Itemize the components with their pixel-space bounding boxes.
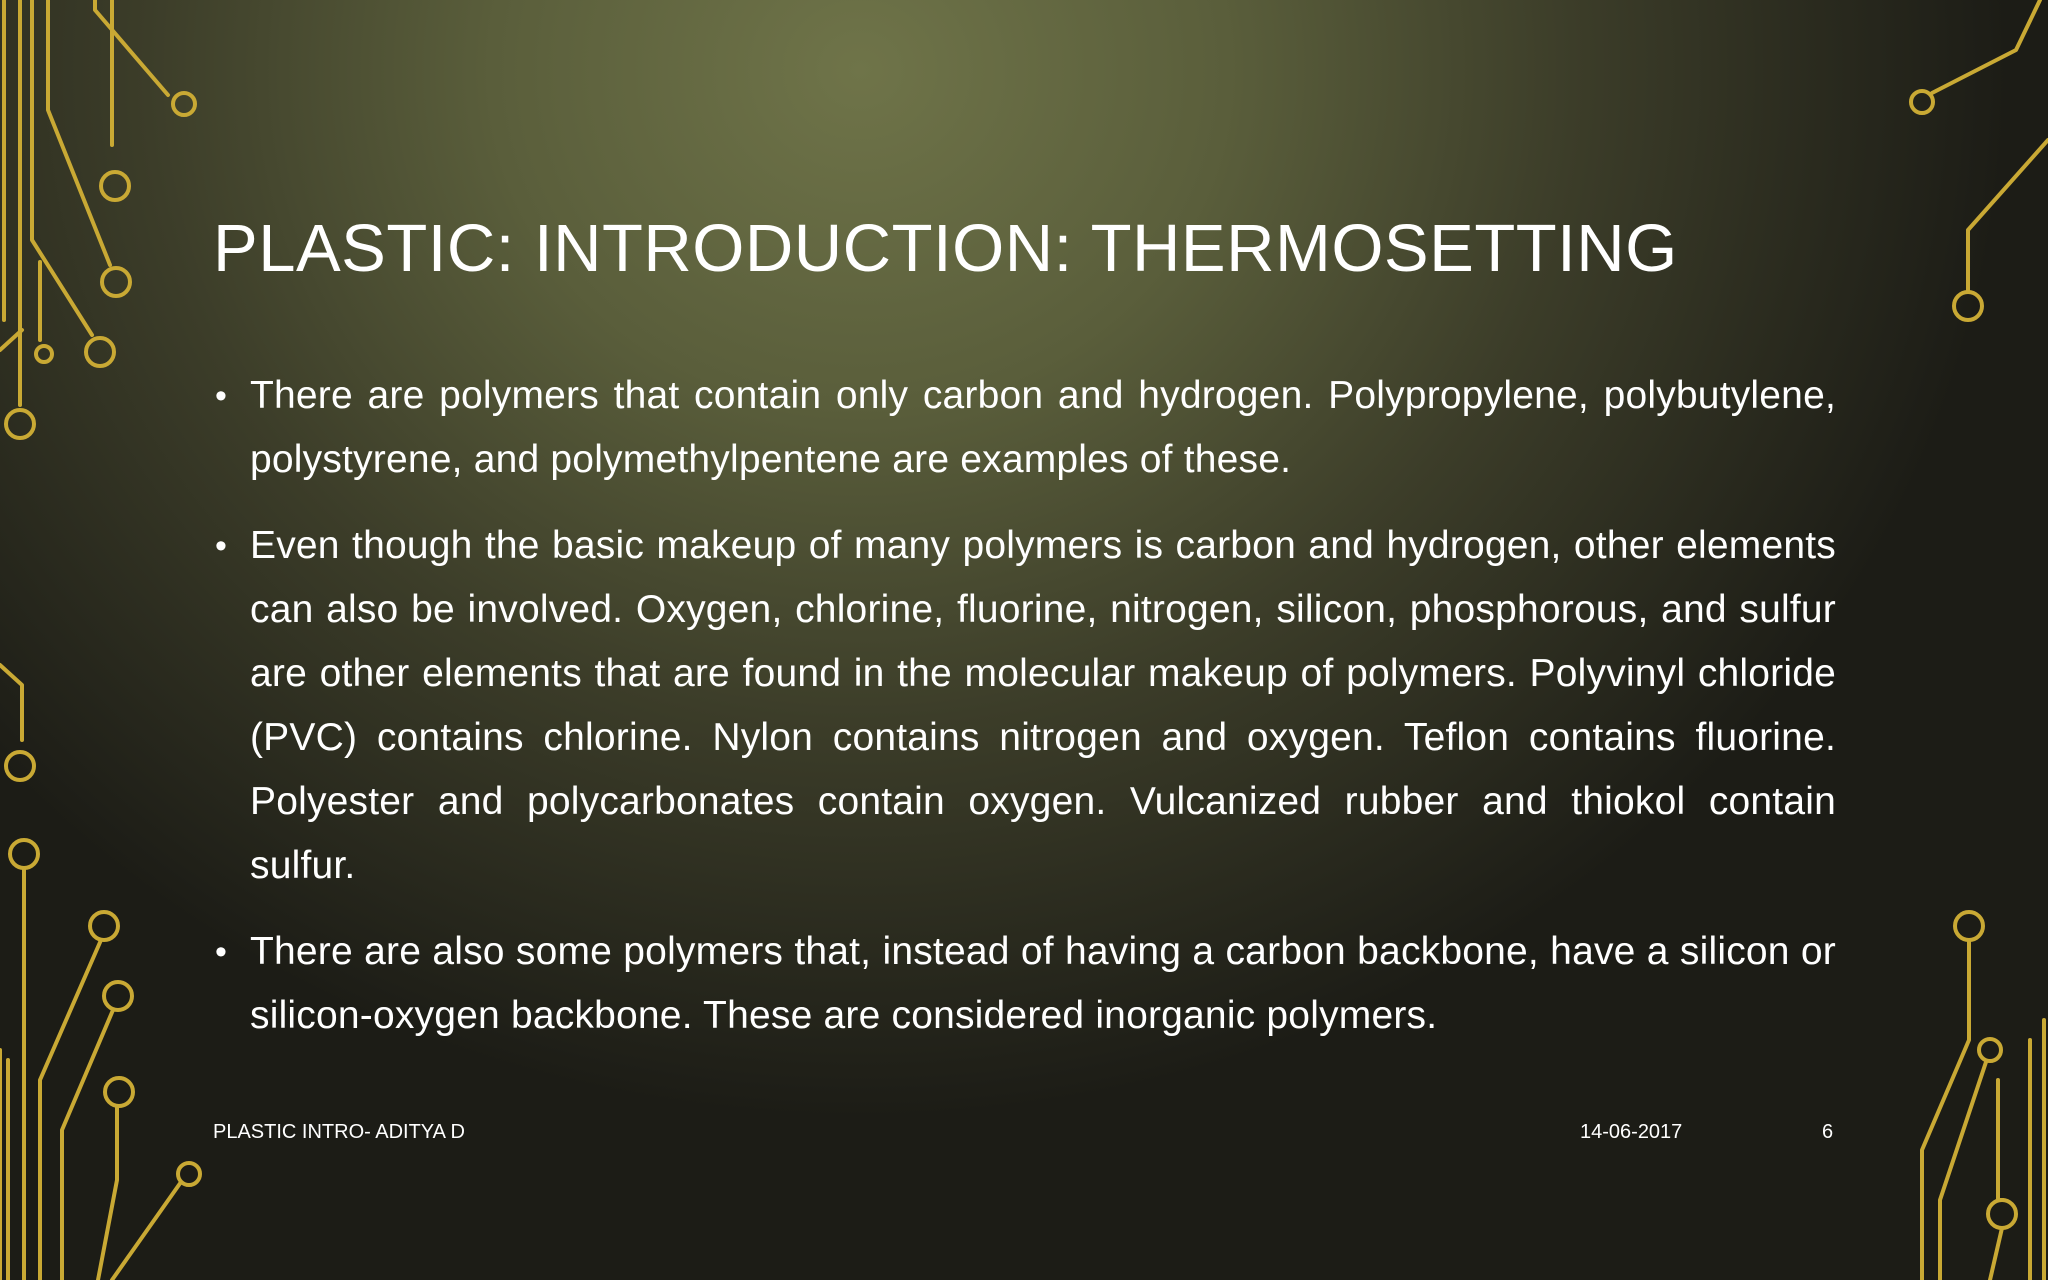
circuit-trace [1998, 1080, 2003, 1200]
bullet-marker: • [215, 527, 228, 565]
circuit-node [10, 840, 38, 868]
circuit-node [1988, 1200, 2016, 1228]
bullet-item [215, 364, 1836, 492]
bullet-marker: • [215, 933, 228, 971]
circuit-node [1911, 91, 1933, 113]
circuit-trace [98, 1106, 117, 1280]
bullet-item [215, 514, 1836, 898]
bullet-text: Even though the basic makeup of many polymers is carbon and hydrogen, other elements can also be involved. Oxygen, chlorine, fluorine, nitrogen, silicon, phosphorous, and sulfur are other elements that are found in the molecular makeup of polymers. Polyvinyl chloride (PVC) contains chlorine. Nylon contains nitrogen and oxygen. Teflon contains fluorine. Polyester and polycarbonates contain oxygen. Vulcanized rubber and thiokol contain sulfur. [250, 524, 1836, 887]
circuit-node [173, 93, 195, 115]
circuit-node [101, 172, 129, 200]
circuit-node [104, 982, 132, 1010]
footer-author: PLASTIC INTRO- ADITYA D [213, 1121, 465, 1143]
circuit-trace [1922, 940, 1969, 1280]
circuit-trace [1990, 1228, 2002, 1280]
slide-title: PLASTIC: INTRODUCTION: THERMOSETTING [213, 211, 1678, 286]
circuit-node [86, 338, 114, 366]
circuit-trace [112, 1182, 181, 1280]
page-number: 6 [1822, 1121, 1834, 1143]
circuit-node [6, 410, 34, 438]
circuit-node [1979, 1039, 2001, 1061]
bullet-marker: • [215, 377, 228, 415]
circuit-node [36, 346, 52, 362]
circuit-node [105, 1078, 133, 1106]
circuit-node [102, 268, 130, 296]
circuit-trace [1932, 0, 2040, 93]
circuit-node [1954, 292, 1982, 320]
circuit-trace [1968, 140, 2048, 292]
circuit-node [90, 912, 118, 940]
footer-date: 14-06-2017 [1580, 1121, 1683, 1143]
circuit-node [1955, 912, 1983, 940]
circuit-trace [48, 0, 110, 265]
bullet-item [215, 920, 1836, 1048]
bullet-text: There are also some polymers that, instead of having a carbon backbone, have a silicon or silicon-oxygen backbone. These are considered inorganic polymers. [250, 930, 1836, 1037]
circuit-trace [95, 0, 168, 95]
circuit-trace [0, 665, 22, 740]
bullet-list [215, 364, 1836, 1070]
circuit-node [6, 752, 34, 780]
bullet-text: There are polymers that contain only carbon and hydrogen. Polypropylene, polybutylene, polystyrene, and polymethylpentene are examples of these. [250, 374, 1836, 481]
